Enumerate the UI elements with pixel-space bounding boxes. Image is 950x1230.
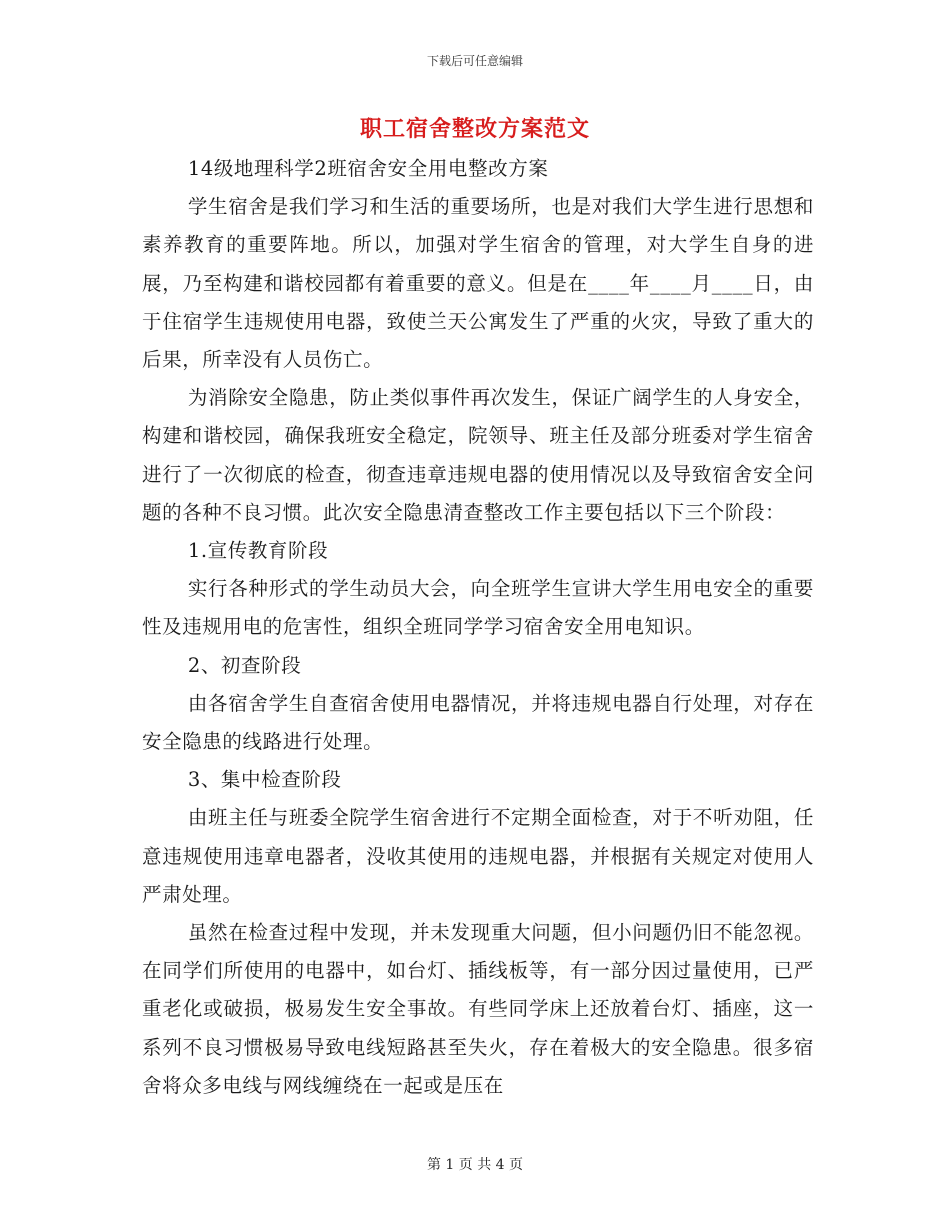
section-text-1: 实行各种形式的学生动员大会，向全班学生宣讲大学生用电安全的重要性及违规用电的危害性，组织全班同学学习宿舍安全用电知识。 (142, 577, 814, 639)
section-heading-3: 3、集中检查阶段 (187, 768, 342, 792)
section-text-3: 由班主任与班委全院学生宿舍进行不定期全面检查，对于不听劝阻，任意违规使用违章电器者，没收其使用的违规电器，并根据有关规定对使用人严肃处理。 (142, 806, 814, 906)
paragraph-intro: 学生宿舍是我们学习和生活的重要场所，也是对我们大学生进行思想和素养教育的重要阵地。所以，加强对学生宿舍的管理，对大学生自身的进展，乃至构建和谐校园都有着重要的意义。但是在____年____月____日，由于住宿学生违规使用电器，致使兰天公寓发生了严重的火灾，导致了重大的后果，所幸没有人员伤亡。 (142, 195, 814, 372)
page-footer: 第 1 页 共 4 页 (426, 1157, 524, 1173)
section-heading-2: 2、初查阶段 (187, 653, 302, 677)
section-text-2: 由各宿舍学生自查宿舍使用电器情况，并将违规电器自行处理，对存在安全隐患的线路进行处理。 (142, 691, 814, 754)
section-heading-1: 1.宣传教育阶段 (187, 539, 329, 563)
paragraph-findings: 虽然在检查过程中发现，并未发现重大问题，但小问题仍旧不能忽视。在同学们所使用的电器中，如台灯、插线板等，有一部分因过量使用，已严重老化或破损，极易发生安全事故。有些同学床上还放着台灯、插座，这一系列不良习惯极易导致电线短路甚至失火，存在着极大的安全隐患。很多宿舍将众多电线与网线缠绕在一起或是压在 (142, 921, 814, 1097)
document-subtitle: 14级地理科学2班宿舍安全用电整改方案 (187, 157, 549, 180)
document-title: 职工宿舍整改方案范文 (359, 116, 590, 142)
document-body (142, 150, 814, 1105)
paragraph-inspection: 为消除安全隐患，防止类似事件再次发生，保证广阔学生的人身安全，构建和谐校园，确保我班安全稳定，院领导、班主任及部分班委对学生宿舍进行了一次彻底的检查，彻查违章违规电器的使用情况以及导致宿舍安全问题的各种不良习惯。此次安全隐患清查整改工作主要包括以下三个阶段： (142, 386, 814, 524)
page-header: 下载后可任意编辑 (426, 54, 523, 68)
